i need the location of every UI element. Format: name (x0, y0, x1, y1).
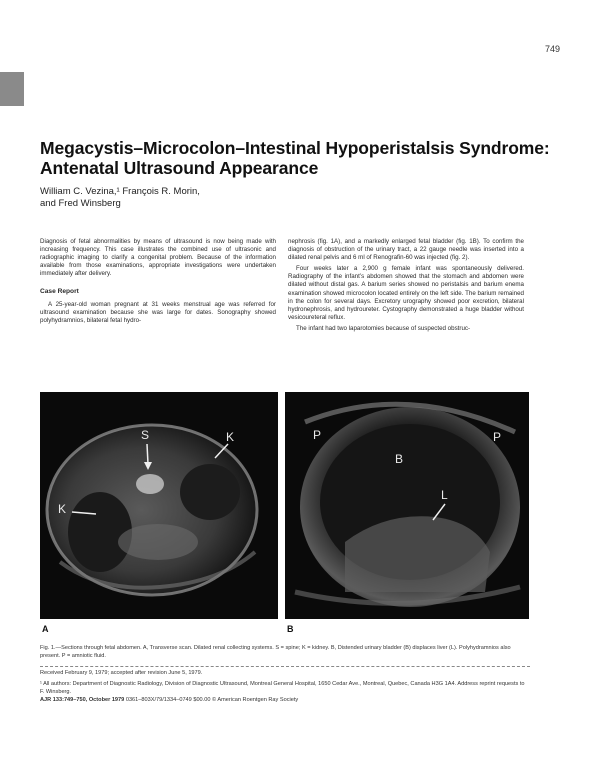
figure-panel-b (285, 392, 529, 619)
right-paragraph-3: The infant had two laparotomies because of suspected obstruc- (296, 324, 471, 332)
label-amniotic-fluid-left: P (313, 428, 322, 442)
left-column (40, 238, 276, 325)
authors-line-1: William C. Vezina,¹ François R. Morin, (40, 186, 200, 197)
label-kidney-top: K (226, 430, 235, 444)
arrow-spine (147, 444, 148, 464)
authors-line-2: and Fred Winsberg (40, 198, 121, 209)
label-liver: L (441, 488, 448, 502)
label-amniotic-fluid-right: P (493, 430, 502, 444)
footnote-divider (40, 666, 530, 668)
footnote-affiliation: ¹ All authors: Department of Diagnostic Radiology, Division of Diagnostic Ultrasound, Montreal General Hospital, 1650 Cedar Ave., Montreal, Quebec, Canada H3G 1A4. Address reprint requests to F. Winsberg. (40, 681, 525, 695)
label-spine: S (141, 428, 150, 442)
figure-caption: Fig. 1.—Sections through fetal abdomen. A, Transverse scan. Dilated renal collecting systems. S = spine; K = kidney. B, Distended urinary bladder (B) displaces liver (L). Polyhydramnios also present. P = amniotic fluid. (40, 645, 511, 659)
arrow-kidney-left (72, 512, 96, 514)
page-number: 749 (544, 44, 560, 54)
label-kidney-left: K (58, 502, 67, 516)
section-heading-case-report: Case Report (40, 288, 79, 296)
authors (40, 186, 340, 210)
label-bladder: B (395, 452, 404, 466)
article-title: Megacystis–Microcolon–Intestinal Hypoperistalsis Syndrome: Antenatal Ultrasound Appearance (40, 138, 550, 178)
journal-citation (40, 697, 560, 703)
right-paragraph-2: Four weeks later a 2,900 g female infant was spontaneously delivered. Radiography of the infant’s abdomen showed that the stomach and abdomen were dilated without distal gas. A barium series showed no peristalsis and barium enema examination showed microcolon located entirely on the left side. The barium remained in the colon for several days. Excretory urography showed poor excretion, bilateral hydronephrosis, and hydroureter. Cystography demonstrated a huge bladder without vesicoureteral reflux. (288, 265, 524, 321)
panel-letter-b: B (287, 624, 294, 634)
right-column (288, 238, 524, 333)
journal-ref: AJR 133:749–750, October 1979 (40, 697, 125, 703)
arrow-liver (433, 504, 445, 520)
figure-panel-a (40, 392, 278, 619)
figure-a-arrows (40, 392, 278, 619)
figure-b-arrows (285, 392, 529, 619)
right-paragraph-1: nephrosis (fig. 1A), and a markedly enlarged fetal bladder (fig. 1B). To confirm the diagnosis of obstruction of the urinary tract, a 22 gauge needle was inserted into a dilated renal pelvis and 6 ml of Renografin-60 was injected (fig. 2). (288, 238, 524, 262)
case-report-paragraph: A 25-year-old woman pregnant at 31 weeks menstrual age was referred for ultrasound examination because she was large for dates. Sonography showed polyhydramnios, bilateral fetal hydro- (40, 300, 276, 324)
footnote-received: Received February 9, 1979; accepted after revision June 5, 1979. (40, 670, 203, 676)
arrowhead-spine (144, 462, 152, 470)
panel-letter-a: A (42, 624, 49, 634)
side-bar-mark (0, 72, 24, 106)
abstract-paragraph: Diagnosis of fetal abnormalities by means of ultrasound is now being made with increasing frequency. This case illustrates the combined use of ultrasonic and radiographic imaging to clarify a congenital problem. Because of the information available from those examinations, appropriate investigations were undertaken immediately after delivery. (40, 238, 276, 278)
journal-rest: 0361–803X/79/1334–0749 $00.00 © American Roentgen Ray Society (124, 697, 299, 703)
arrow-kidney-top (215, 444, 228, 458)
